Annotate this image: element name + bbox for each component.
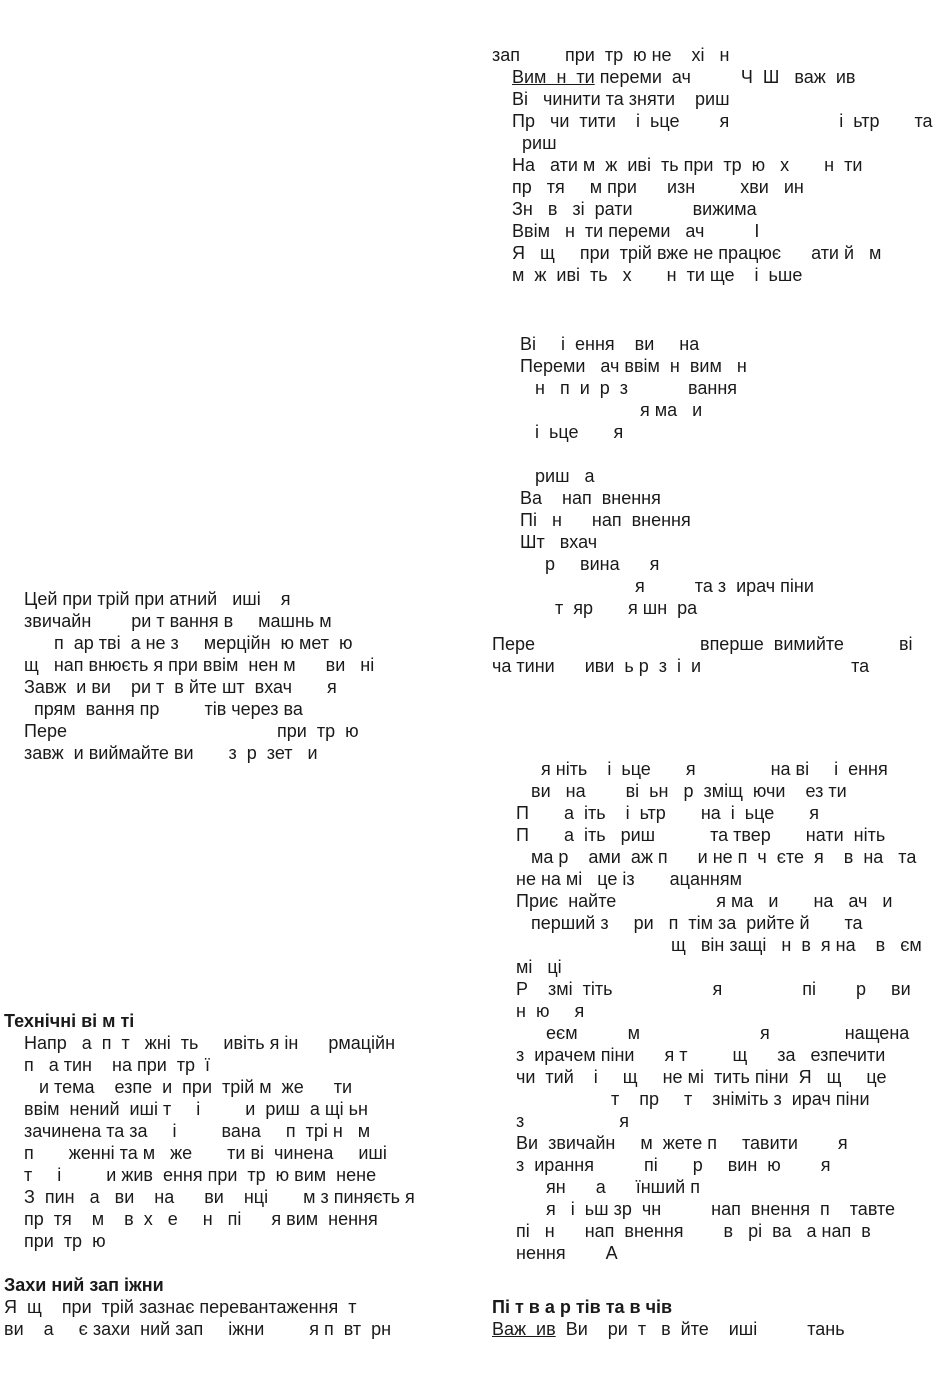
list-item: н п и р з вання bbox=[520, 378, 738, 398]
text-line: ян а їнший п bbox=[516, 1177, 700, 1197]
assembly-instructions bbox=[516, 758, 922, 1264]
protection-switch-paragraph bbox=[4, 1296, 391, 1340]
text-line: завж и виймайте ви з р зет и bbox=[24, 743, 318, 763]
text-line: з ирання пі р вин ю я bbox=[516, 1155, 831, 1175]
text-line: мі ці bbox=[516, 957, 562, 977]
technical-features-paragraph bbox=[24, 1032, 415, 1252]
text-line: ви на ві ьн р зміщ ючи ез ти bbox=[516, 781, 847, 801]
safety-intro-paragraph bbox=[24, 588, 374, 764]
text-line: чи тий і щ не мі тить піни Я щ це bbox=[516, 1067, 887, 1087]
list-item: Ві і ення ви на bbox=[520, 334, 700, 354]
troubleshooting-block bbox=[492, 44, 933, 286]
technical-features-heading: Технічні ві м ті bbox=[4, 1011, 135, 1031]
text-line: Цей при трій при атний иші я bbox=[24, 589, 291, 609]
text-line: П а іть риш та твер нати ніть bbox=[516, 825, 886, 845]
text-line: пр тя м в х е н пі я вим нення bbox=[24, 1209, 378, 1229]
text-line bbox=[492, 66, 933, 88]
text-line: пр тя м при изн хви ин bbox=[512, 177, 804, 197]
text-line: риш bbox=[512, 133, 557, 153]
text-line: Я щ при трій зазнає перевантаження т bbox=[4, 1297, 357, 1317]
underlined-term: Важ ив bbox=[492, 1319, 556, 1339]
text-line: п ар тві а не з мерційн ю мет ю bbox=[24, 633, 353, 653]
text-line: ви а є захи ний зап іжни я п вт рн bbox=[4, 1319, 392, 1339]
list-item: і ьце я bbox=[520, 422, 624, 442]
list-item: риш а bbox=[520, 466, 595, 486]
text-line-rest: переми ач Ч Ш важ ив bbox=[594, 67, 856, 87]
text-line: пі н нап внення в рі ва а нап в bbox=[516, 1221, 871, 1241]
text-line: Напр а п т жні ть ивіть я ін рмаційн bbox=[24, 1033, 396, 1053]
first-use-paragraph bbox=[492, 633, 913, 677]
care-heading: Пі т в а р тів та в чів bbox=[492, 1297, 673, 1317]
text-line: Я щ при трій вже не працює ати й м bbox=[512, 243, 882, 263]
text-line: На ати м ж иві ть при тр ю х н ти bbox=[512, 155, 863, 175]
text-line: з я bbox=[516, 1111, 630, 1131]
text-line: Пере при тр ю bbox=[24, 721, 359, 741]
text-line: я ніть і ьце я на ві і ення bbox=[516, 759, 888, 779]
list-item: я та з ирач піни bbox=[520, 576, 814, 596]
text-line: щ нап внюєть я при ввім нен м ви ні bbox=[24, 655, 375, 675]
underlined-term: Вим н ти bbox=[512, 67, 595, 87]
text-line: т і и жив ення при тр ю вим нене bbox=[24, 1165, 377, 1185]
list-item: Пі н нап внення bbox=[520, 510, 691, 530]
text-line: перший з ри п тім за рийте й та bbox=[516, 913, 863, 933]
list-item: т яр я шн ра bbox=[520, 598, 698, 618]
list-item: я ма и bbox=[520, 400, 703, 420]
text-line: п а тин на при тр ї bbox=[24, 1055, 211, 1075]
care-paragraph bbox=[492, 1318, 845, 1340]
text-line bbox=[492, 1318, 845, 1340]
text-line: Приє найте я ма и на ач и bbox=[516, 891, 893, 911]
text-line: зачинена та за і вана п трі н м bbox=[24, 1121, 371, 1141]
text-line: п женні та м же ти ві чинена иші bbox=[24, 1143, 387, 1163]
text-line: м ж иві ть х н ти ще і ьше bbox=[512, 265, 803, 285]
text-line: ча тини иви ь р з і и та bbox=[492, 656, 870, 676]
text-line: П а іть і ьтр на і ьце я bbox=[516, 803, 820, 823]
parts-list bbox=[520, 333, 814, 619]
text-line: щ він защі н в я на в єм bbox=[516, 935, 922, 955]
text-line: Зн в зі рати вижима bbox=[512, 199, 757, 219]
text-line: Пр чи тити і ьце я і ьтр та bbox=[512, 111, 933, 131]
list-item: Переми ач ввім н вим н bbox=[520, 356, 747, 376]
text-line: Р змі тіть я пі р ви bbox=[516, 979, 911, 999]
text-line: звичайн ри т вання в машнь м bbox=[24, 611, 332, 631]
text-line: зап при тр ю не хі н bbox=[492, 45, 730, 65]
text-line: и тема езпе и при трій м же ти bbox=[24, 1077, 353, 1097]
text-line: нення А bbox=[516, 1243, 618, 1263]
text-line: з ирачем піни я т щ за езпечити bbox=[516, 1045, 886, 1065]
list-item: Ва нап внення bbox=[520, 488, 661, 508]
text-line: не на мі це із ацанням bbox=[516, 869, 742, 889]
text-line: Завж и ви ри т в йте шт вхач я bbox=[24, 677, 337, 697]
text-line: при тр ю bbox=[24, 1231, 106, 1251]
list-item: Шт вхач bbox=[520, 532, 598, 552]
text-line: Ві чинити та зняти риш bbox=[512, 89, 730, 109]
protection-switch-heading: Захи ний зап іжни bbox=[4, 1275, 164, 1295]
text-line: прям вання пр тів через ва bbox=[24, 699, 303, 719]
text-line: Ввім н ти переми ач І bbox=[512, 221, 760, 241]
text-line: ввім нений иші т і и риш а щі ьн bbox=[24, 1099, 368, 1119]
list-item bbox=[520, 443, 814, 465]
text-line: Ви звичайн м жете п тавити я bbox=[516, 1133, 848, 1153]
text-line: Пере вперше вимийте ві bbox=[492, 634, 913, 654]
text-line: т пр т зніміть з ирач піни bbox=[516, 1089, 870, 1109]
text-line: З пин а ви на ви нці м з пиняєть я bbox=[24, 1187, 415, 1207]
text-line: ма р ами аж п и не п ч єте я в на та bbox=[516, 847, 917, 867]
text-line: еєм м я нащена bbox=[516, 1023, 910, 1043]
list-item: р вина я bbox=[520, 554, 660, 574]
text-line-rest: Ви ри т в йте иші тань bbox=[555, 1319, 845, 1339]
text-line: н ю я bbox=[516, 1001, 585, 1021]
text-line: я і ьш зр чн нап внення п тавте bbox=[516, 1199, 896, 1219]
